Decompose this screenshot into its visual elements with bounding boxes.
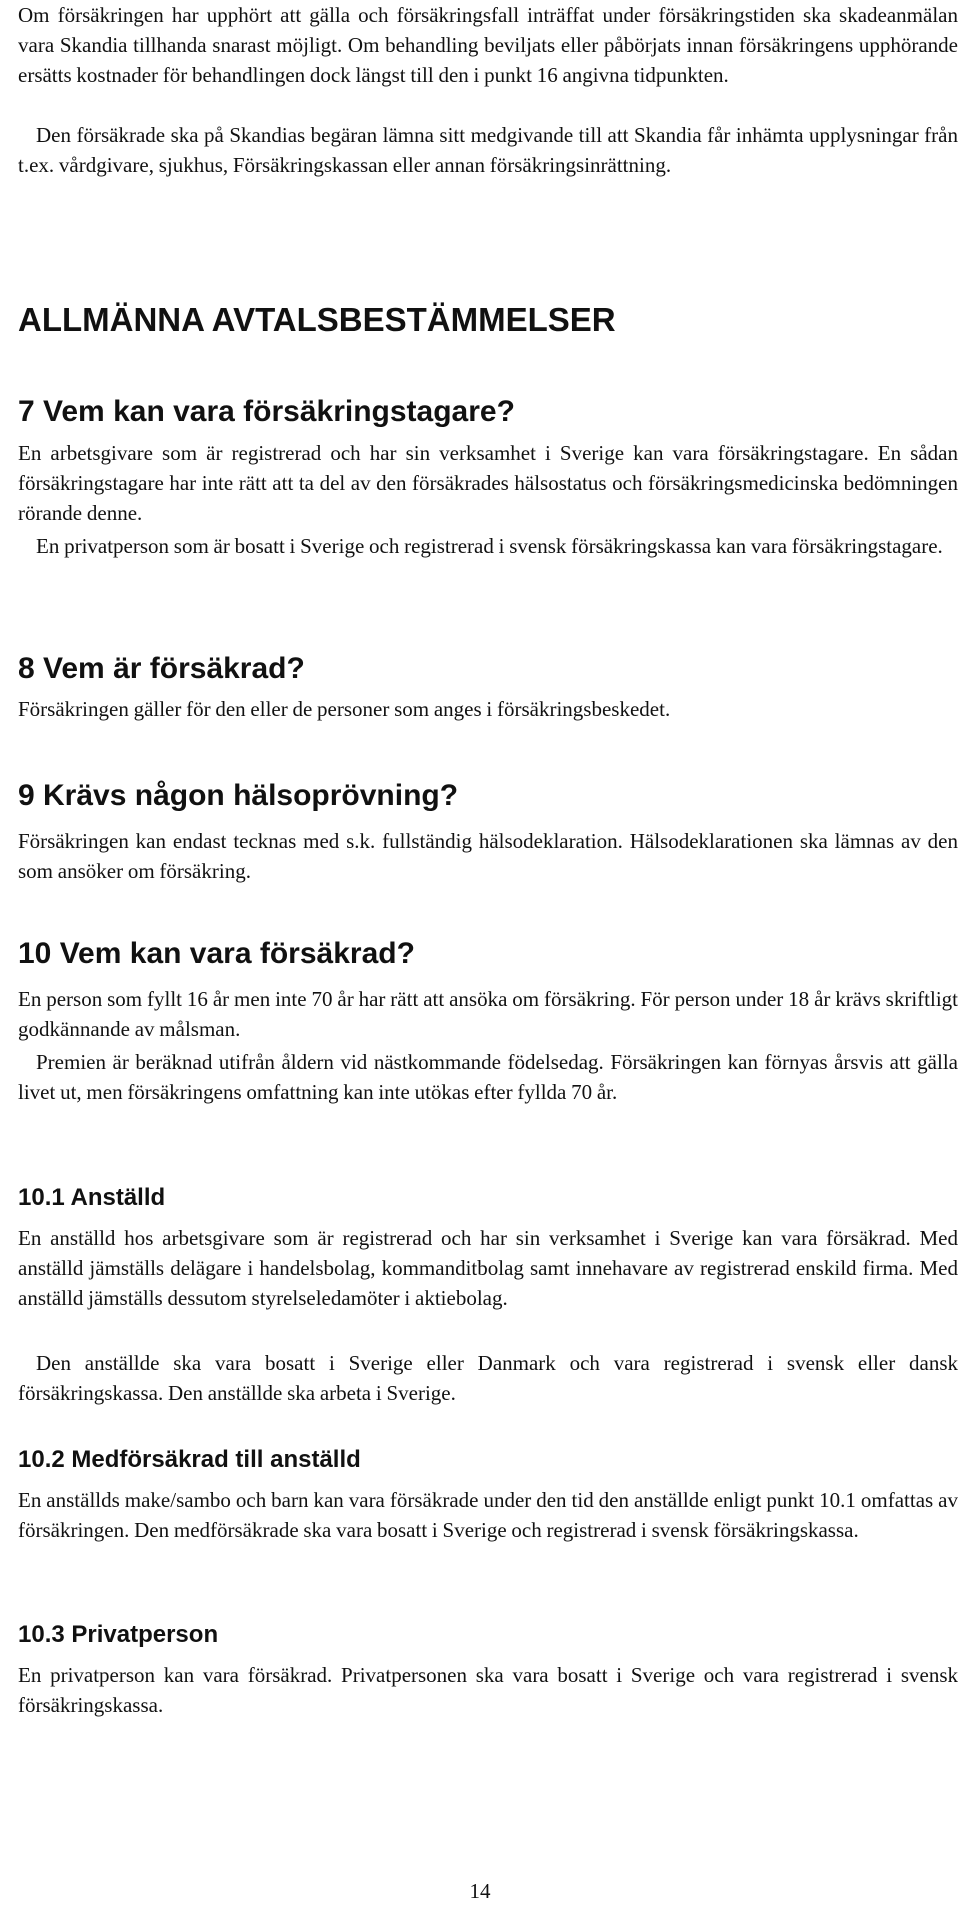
page-number: 14 xyxy=(469,1879,491,1903)
section-10-paragraph-2: Premien är beräknad utifrån åldern vid nästkommande födelsedag. Försäkringen kan förnyas årsvis att gälla livet ut, men försäkringens omfattning kan inte utökas efter fyllda 70 år. xyxy=(18,1050,958,1104)
section-9-heading: 9 Krävs någon hälsoprövning? xyxy=(18,779,459,812)
section-10-2-paragraph-1: En anställds make/sambo och barn kan vara försäkrade under den tid den anställde enligt punkt 10.1 omfattas av försäkringen. Den medförsäkrade ska vara bosatt i Sverige och registrerad i svensk försäkringskassa. xyxy=(18,1488,958,1542)
section-9-paragraph-1: Försäkringen kan endast tecknas med s.k. fullständig hälsodeklaration. Hälsodeklarationen ska lämnas av den som ansöker om försäkring. xyxy=(18,829,958,883)
section-10-1-paragraph-1: En anställd hos arbetsgivare som är registrerad och har sin verksamhet i Sverige kan vara försäkrad. Med anställd jämställs delägare i handelsbolag, kommanditbolag samt innehavare av registrerad enskild firma. Med anställd jämställs dessutom styrelseledamöter i aktiebolag. xyxy=(18,1226,958,1310)
section-10-3-paragraph-1: En privatperson kan vara försäkrad. Privatpersonen ska vara bosatt i Sverige och vara registrerad i svensk försäkringskassa. xyxy=(18,1663,958,1717)
section-7-heading: 7 Vem kan vara försäkringstagare? xyxy=(18,395,515,428)
section-10-heading: 10 Vem kan vara försäkrad? xyxy=(18,937,415,970)
intro-paragraph-2: Den försäkrade ska på Skandias begäran lämna sitt medgivande till att Skandia får inhämta upplysningar från t.ex. vårdgivare, sjukhus, Försäkringskassan eller annan försäkringsinrättning. xyxy=(18,123,958,177)
intro-paragraph-1: Om försäkringen har upphört att gälla och försäkringsfall inträffat under försäkringstiden ska skadeanmälan vara Skandia tillhanda snarast möjligt. Om behandling beviljats eller påbörjats innan försäkringens upphörande ersätts kostnader för behandlingen dock längst till den i punkt 16 angivna tidpunkten. xyxy=(18,3,958,87)
section-10-2-heading: 10.2 Medförsäkrad till anställd xyxy=(18,1446,361,1473)
section-10-1-paragraph-2: Den anställde ska vara bosatt i Sverige eller Danmark och vara registrerad i svensk eller dansk försäkringskassa. Den anställde ska arbeta i Sverige. xyxy=(18,1351,958,1405)
section-10-paragraph-1: En person som fyllt 16 år men inte 70 år har rätt att ansöka om försäkring. För person under 18 år krävs skriftligt godkännande av målsman. xyxy=(18,987,958,1041)
section-7-paragraph-1: En arbetsgivare som är registrerad och har sin verksamhet i Sverige kan vara försäkringstagare. En sådan försäkringstagare har inte rätt att ta del av den försäkrades hälsostatus och försäkringsmedicinska bedömningen rörande denne. xyxy=(18,441,958,525)
section-8-heading: 8 Vem är försäkrad? xyxy=(18,652,305,685)
section-10-3-heading: 10.3 Privatperson xyxy=(18,1621,219,1648)
section-7-paragraph-2: En privatperson som är bosatt i Sverige och registrerad i svensk försäkringskassa kan vara försäkringstagare. xyxy=(36,534,943,558)
section-8-paragraph-1: Försäkringen gäller för den eller de personer som anges i försäkringsbeskedet. xyxy=(18,697,671,721)
section-10-1-heading: 10.1 Anställd xyxy=(18,1184,166,1211)
main-heading: ALLMÄNNA AVTALSBESTÄMMELSER xyxy=(18,301,616,338)
